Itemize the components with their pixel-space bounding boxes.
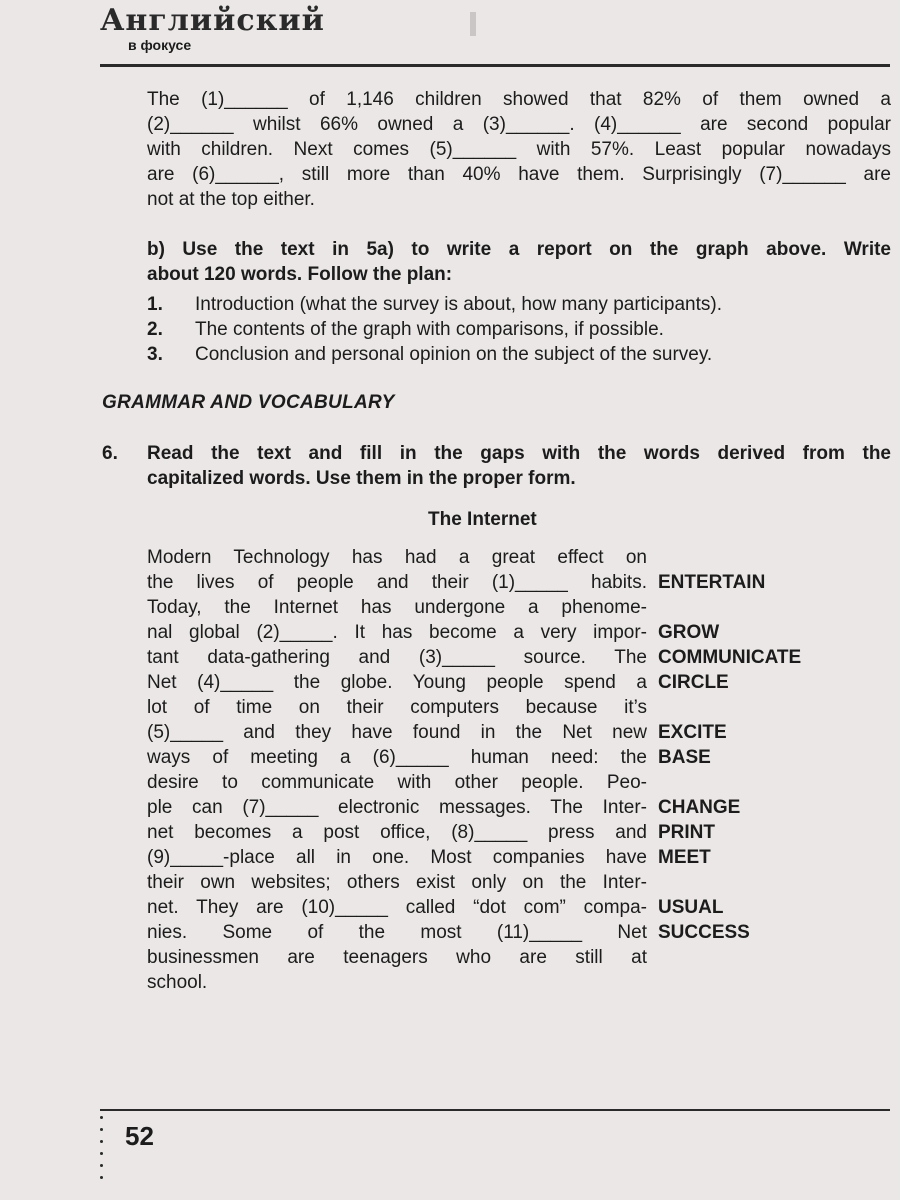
header-rule xyxy=(100,64,890,67)
keyword: GROW xyxy=(658,622,720,643)
passage-line: ple can (7)_____ electronic messages. The Inter- xyxy=(147,797,647,818)
instruction-line: about 120 words. Follow the plan: xyxy=(147,264,453,285)
task5a-text xyxy=(147,87,891,212)
exercise-instruction xyxy=(147,441,891,491)
plan-item xyxy=(147,317,891,342)
plan-number: 3. xyxy=(147,344,163,365)
logo-subtitle: в фокусе xyxy=(128,37,192,53)
passage-line: their own websites; others exist only on the Inter- xyxy=(147,872,647,893)
instruction-line: capitalized words. Use them in the proper form. xyxy=(147,468,576,489)
plan-text: The contents of the graph with comparisons, if possible. xyxy=(195,319,664,340)
passage-line: Modern Technology has had a great effect on xyxy=(147,547,647,568)
passage-line: Net (4)_____ the globe. Young people spend a xyxy=(147,672,647,693)
passage-line: desire to communicate with other people. Peo- xyxy=(147,772,647,793)
keyword: ENTERTAIN xyxy=(658,572,766,593)
keyword xyxy=(658,545,898,570)
keyword xyxy=(658,770,898,795)
text-line: are (6)______, still more than 40% have them. Surprisingly (7)______ are xyxy=(147,164,891,185)
plan-number: 2. xyxy=(147,319,163,340)
header-mark xyxy=(470,12,476,36)
dot xyxy=(100,1128,103,1131)
keyword xyxy=(658,695,898,720)
instruction-line: b) Use the text in 5a) to write a report on the graph above. Write xyxy=(147,239,891,260)
passage-line: lot of time on their computers because it’s xyxy=(147,697,647,718)
passage-line: net. They are (10)_____ called “dot com” compa- xyxy=(147,897,647,918)
plan-item xyxy=(147,292,891,317)
dot xyxy=(100,1164,103,1167)
keyword: SUCCESS xyxy=(658,922,750,943)
plan-item xyxy=(147,342,891,367)
text-title: The Internet xyxy=(428,509,537,530)
plan-text: Introduction (what the survey is about, how many participants). xyxy=(195,294,722,315)
dot xyxy=(100,1116,103,1119)
passage-line: net becomes a post office, (8)_____ press and xyxy=(147,822,647,843)
logo-title: Английский xyxy=(100,3,325,38)
passage-line: Today, the Internet has undergone a phenome- xyxy=(147,597,647,618)
dot xyxy=(100,1152,103,1155)
keyword: EXCITE xyxy=(658,722,727,743)
keyword: USUAL xyxy=(658,897,724,918)
text-line: not at the top either. xyxy=(147,189,315,210)
passage-line: tant data-gathering and (3)_____ source. The xyxy=(147,647,647,668)
keyword-column xyxy=(658,545,898,945)
margin-dots xyxy=(100,1116,106,1188)
instruction-line: Read the text and fill in the gaps with the words derived from the xyxy=(147,443,891,464)
page-number: 52 xyxy=(125,1121,154,1151)
keyword: PRINT xyxy=(658,822,715,843)
passage-line: (9)_____-place all in one. Most companies have xyxy=(147,847,647,868)
plan-text: Conclusion and personal opinion on the subject of the survey. xyxy=(195,344,713,365)
section-title: GRAMMAR AND VOCABULARY xyxy=(102,392,395,413)
keyword xyxy=(658,595,898,620)
keyword: CHANGE xyxy=(658,797,741,818)
dot xyxy=(100,1176,103,1179)
keyword: CIRCLE xyxy=(658,672,729,693)
book-logo xyxy=(100,4,325,52)
passage-line: businessmen are teenagers who are still at xyxy=(147,947,647,968)
text-line: with children. Next comes (5)______ with 57%. Least popular nowadays xyxy=(147,139,891,160)
exercise-number: 6. xyxy=(102,443,118,464)
dot xyxy=(100,1140,103,1143)
passage-line: nal global (2)_____. It has become a very impor- xyxy=(147,622,647,643)
keyword: COMMUNICATE xyxy=(658,647,802,668)
keyword: BASE xyxy=(658,747,711,768)
task5b-instruction xyxy=(147,237,891,287)
passage-line: ways of meeting a (6)_____ human need: the xyxy=(147,747,647,768)
plan-list xyxy=(147,292,891,367)
passage-line: the lives of people and their (1)_____ habits. xyxy=(147,572,647,593)
text-line: The (1)______ of 1,146 children showed that 82% of them owned a xyxy=(147,89,891,110)
footer-rule xyxy=(100,1109,890,1111)
passage-line: nies. Some of the most (11)_____ Net xyxy=(147,922,647,943)
passage-line: school. xyxy=(147,972,208,993)
passage xyxy=(147,545,647,995)
text-line: (2)______ whilst 66% owned a (3)______. (4)______ are second popular xyxy=(147,114,891,135)
passage-line: (5)_____ and they have found in the Net new xyxy=(147,722,647,743)
keyword xyxy=(658,870,898,895)
plan-number: 1. xyxy=(147,294,163,315)
keyword: MEET xyxy=(658,847,711,868)
